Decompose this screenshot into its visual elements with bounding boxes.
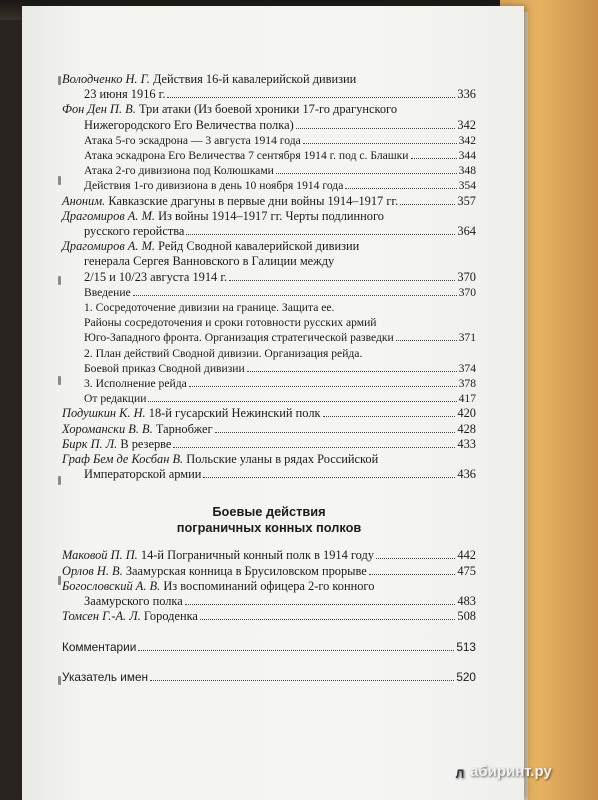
entry-title: Юго-Западного фронта. Организация стратегической разведки xyxy=(84,331,394,345)
dot-leader xyxy=(376,558,455,559)
page-number: 357 xyxy=(457,193,476,208)
toc-group-cavalry xyxy=(62,72,476,482)
dot-leader xyxy=(400,204,455,205)
entry-line xyxy=(62,564,476,579)
toc-entry[interactable] xyxy=(62,300,476,346)
entry-title: Действия 16-й кавалерийской дивизии xyxy=(152,72,357,86)
entry-title: Три атаки (Из боевой хроники 17-го драгунского xyxy=(138,102,398,117)
entry-line xyxy=(62,452,476,467)
dot-leader xyxy=(276,173,457,174)
entry-line xyxy=(62,209,476,224)
entry-line xyxy=(62,361,476,376)
dot-leader xyxy=(296,128,456,129)
dot-leader xyxy=(345,188,456,189)
entry-line xyxy=(62,315,476,330)
toc-entry[interactable] xyxy=(62,376,476,391)
binding-stitch xyxy=(58,76,61,85)
binding-stitch xyxy=(58,176,61,185)
entry-line xyxy=(62,300,476,315)
entry-title: Заамурского полка xyxy=(84,594,183,609)
entry-title: Императорской армии xyxy=(84,467,202,482)
dot-leader xyxy=(411,158,457,159)
toc-entry[interactable] xyxy=(62,133,476,148)
entry-title: Из воспоминаний офицера 2-го конного xyxy=(163,578,375,593)
dot-leader xyxy=(133,295,457,296)
page-number: 483 xyxy=(457,594,476,609)
dot-leader xyxy=(186,234,455,235)
toc-entry[interactable] xyxy=(62,346,476,376)
entry-line xyxy=(62,148,476,163)
page-number: 344 xyxy=(458,149,476,163)
page-number: 420 xyxy=(457,406,476,421)
toc-entry[interactable] xyxy=(62,194,476,209)
entry-title: 1. Сосредоточение дивизии на границе. Защита ее. xyxy=(84,301,335,315)
entry-title: 14-й Пограничный конный полк в 1914 году xyxy=(140,548,375,563)
page-number: 371 xyxy=(458,331,476,345)
toc-entry[interactable] xyxy=(62,609,476,624)
page-number: 475 xyxy=(457,563,476,578)
entry-title: 18-й гусарский Нежинский полк xyxy=(148,406,321,421)
entry-author: Подушкин К. Н. xyxy=(62,406,146,421)
toc-entry-comments[interactable] xyxy=(62,640,476,655)
entry-title: 3. Исполнение рейда xyxy=(84,377,187,391)
page-number: 433 xyxy=(457,436,476,451)
page-number: 442 xyxy=(457,548,476,563)
entry-line xyxy=(62,437,476,452)
page-number: 374 xyxy=(458,361,476,375)
binding-stitch xyxy=(58,576,61,585)
page-number: 348 xyxy=(458,164,476,178)
page-number: 508 xyxy=(457,609,476,624)
entry-line xyxy=(62,406,476,421)
section-heading xyxy=(62,504,476,536)
entry-title: Комментарии xyxy=(62,639,137,654)
dot-leader xyxy=(215,432,456,433)
labirint-logo-icon: Л xyxy=(452,766,468,782)
page-number: 342 xyxy=(458,133,476,147)
entry-author: Бирк П. Л. xyxy=(62,436,118,451)
binding-stitch xyxy=(58,676,61,685)
entry-author: Володченко Н. Г. xyxy=(62,72,150,86)
toc-entry[interactable] xyxy=(62,422,476,437)
entry-author: Богословский А. В. xyxy=(62,578,161,593)
page-number: 354 xyxy=(458,179,476,193)
entry-title: Указатель имен xyxy=(62,669,149,684)
entry-title: От редакции xyxy=(84,392,147,406)
toc-entry[interactable] xyxy=(62,148,476,163)
toc-entry[interactable] xyxy=(62,391,476,406)
page-number: 342 xyxy=(457,117,476,132)
entry-author: Драгомиров А. М. xyxy=(62,239,155,254)
entry-title: Городенка xyxy=(143,609,198,624)
entry-line xyxy=(62,467,476,482)
binding-stitch xyxy=(58,276,61,285)
entry-author: Томсен Г.-А. Л. xyxy=(62,609,141,624)
toc-entry[interactable] xyxy=(62,72,476,102)
entry-line xyxy=(62,118,476,133)
entry-title: Из войны 1914–1917 гг. Черты подлинного xyxy=(158,208,384,223)
page-number: 378 xyxy=(458,377,476,391)
dot-leader xyxy=(148,401,456,402)
toc-entry[interactable] xyxy=(62,209,476,239)
entry-line xyxy=(62,102,476,117)
toc-entry[interactable] xyxy=(62,102,476,132)
entry-line xyxy=(62,548,476,563)
toc-entry[interactable] xyxy=(62,548,476,563)
page-number: 370 xyxy=(458,285,476,299)
entry-line xyxy=(62,346,476,361)
entry-title: Атака 5-го эскадрона — 3 августа 1914 года xyxy=(84,133,301,147)
entry-line xyxy=(62,609,476,624)
entry-line xyxy=(62,270,476,285)
entry-title: Рейд Сводной кавалерийской дивизии xyxy=(158,239,360,254)
entry-title: Нижегородского Его Величества полка) xyxy=(84,117,294,132)
entry-title: Атака 2-го дивизиона под Колюшками xyxy=(84,164,274,178)
entry-author: Фон Ден П. В. xyxy=(62,102,136,117)
page-number: 364 xyxy=(457,224,476,239)
entry-title: Действия 1-го дивизиона в день 10 ноября 1914 года xyxy=(84,179,344,193)
dot-leader xyxy=(229,280,455,281)
page-number: 417 xyxy=(458,392,476,406)
entry-line xyxy=(62,579,476,594)
entry-title: 2/15 и 10/23 августа 1914 г. xyxy=(84,269,228,284)
entry-line xyxy=(62,376,476,391)
page-number: 436 xyxy=(457,467,476,482)
dot-leader xyxy=(173,447,455,448)
toc-entry[interactable] xyxy=(62,579,476,609)
entry-line xyxy=(62,87,476,102)
toc-entry[interactable] xyxy=(62,163,476,178)
toc-entry[interactable] xyxy=(62,564,476,579)
toc-entry-name-index[interactable] xyxy=(62,670,476,685)
table-of-contents xyxy=(62,72,476,685)
dot-leader xyxy=(200,619,455,620)
dot-leader xyxy=(150,680,454,681)
binding-stitch xyxy=(58,476,61,485)
entry-author: Граф Бем де Косбан В. xyxy=(62,452,184,467)
dot-leader xyxy=(323,416,456,417)
entry-line xyxy=(62,72,476,87)
dot-leader xyxy=(247,371,457,372)
toc-group-border-regiments xyxy=(62,548,476,624)
section-heading-line-1: Боевые действия xyxy=(212,504,326,520)
binding-stitch xyxy=(58,376,61,385)
entry-line xyxy=(62,254,476,269)
entry-line xyxy=(62,178,476,193)
section-heading-line-2: пограничных конных полков xyxy=(176,520,362,536)
page-number: 513 xyxy=(456,639,476,654)
toc-entry[interactable] xyxy=(62,452,476,482)
toc-entry[interactable] xyxy=(62,437,476,452)
dot-leader xyxy=(189,386,457,387)
entry-author: Маковой П. П. xyxy=(62,548,138,563)
entry-title: Кавказские драгуны в первые дни войны 1914–1917 гг. xyxy=(108,193,399,208)
page-number: 520 xyxy=(456,669,476,684)
entry-line xyxy=(62,330,476,345)
dot-leader xyxy=(203,477,455,478)
dot-leader xyxy=(138,650,454,651)
entry-line xyxy=(62,239,476,254)
toc-entry[interactable] xyxy=(62,239,476,285)
toc-entry[interactable] xyxy=(62,178,476,193)
dot-leader xyxy=(396,340,457,341)
entry-line xyxy=(62,133,476,148)
entry-line xyxy=(62,224,476,239)
page-number: 370 xyxy=(457,269,476,284)
page-number: 336 xyxy=(457,87,476,102)
entry-title: Боевой приказ Сводной дивизии xyxy=(84,361,245,375)
entry-title: Заамурская конница в Брусиловском прорыве xyxy=(125,563,367,578)
entry-line xyxy=(62,391,476,406)
toc-entry[interactable] xyxy=(62,285,476,300)
entry-line xyxy=(62,422,476,437)
entry-author: Хоромански В. В. xyxy=(62,421,153,436)
entry-title: русского геройства xyxy=(84,224,185,239)
watermark-text: абиринт.ру xyxy=(470,763,552,780)
entry-title: 23 июня 1916 г. xyxy=(84,87,166,102)
entry-line xyxy=(62,594,476,609)
entry-title: Тарнобжег xyxy=(155,421,213,436)
page-number: 428 xyxy=(457,421,476,436)
labirint-watermark xyxy=(452,763,552,782)
entry-author: Драгомиров А. М. xyxy=(62,208,155,223)
dot-leader xyxy=(167,97,455,98)
entry-author: Аноним. xyxy=(62,193,106,208)
entry-title: Атака эскадрона Его Величества 7 сентября 1914 г. под с. Блашки xyxy=(84,149,409,163)
entry-line xyxy=(62,285,476,300)
dot-leader xyxy=(303,143,457,144)
entry-author: Орлов Н. В. xyxy=(62,563,123,578)
toc-entry[interactable] xyxy=(62,406,476,421)
dot-leader xyxy=(185,604,456,605)
entry-title: В резерве xyxy=(120,436,172,451)
entry-line xyxy=(62,194,476,209)
entry-title: генерала Сергея Ванновского в Галиции между xyxy=(84,254,335,269)
entry-title: 2. План действий Сводной дивизии. Организация рейда. xyxy=(84,346,363,360)
entry-title: Районы сосредоточения и сроки готовности русских армий xyxy=(84,316,377,330)
entry-line xyxy=(62,163,476,178)
dot-leader xyxy=(369,574,456,575)
entry-title: Введение xyxy=(84,285,131,299)
entry-title: Польские уланы в рядах Российской xyxy=(186,452,379,467)
